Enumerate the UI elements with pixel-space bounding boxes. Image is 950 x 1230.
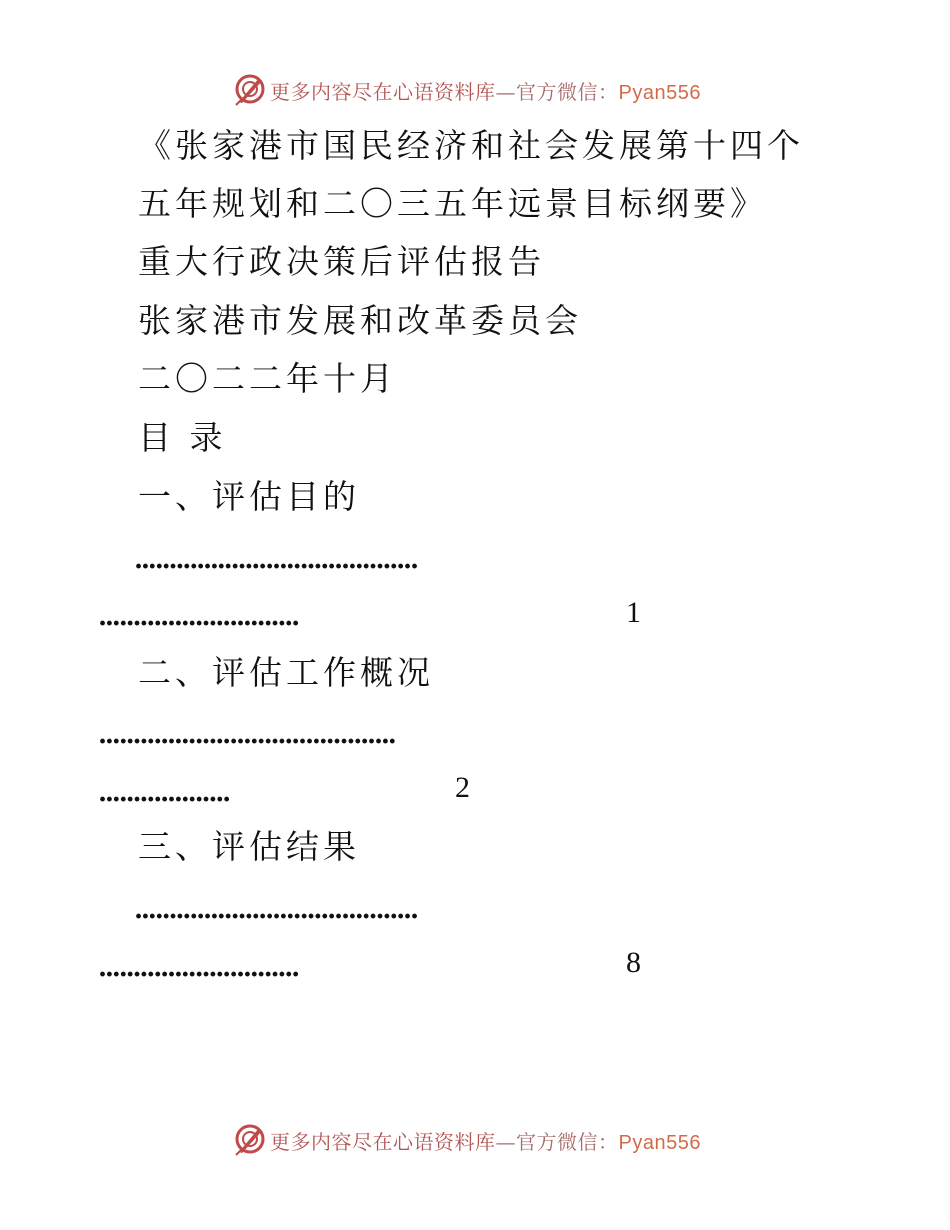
toc-entry-1-page: 1 (626, 596, 641, 629)
quill-emblem-icon (233, 1122, 267, 1156)
toc-entry-2-leader: ........................................... (98, 720, 395, 750)
watermark-official-text: 官方微信： (516, 80, 619, 104)
toc-entry-1-label: 一、评估目的 (138, 477, 360, 516)
watermark-dash: — (495, 80, 516, 104)
document-title-line-3: 重大行政决策后评估报告 (138, 242, 545, 281)
watermark-wechat-id: Pyan556 (618, 1132, 701, 1154)
watermark-wechat-id: Pyan556 (618, 82, 701, 104)
document-title-line-1: 《张家港市国民经济和社会发展第十四个 (138, 126, 804, 165)
toc-heading: 目 录 (138, 418, 227, 457)
watermark-brand-text: 更多内容尽在心语资料库 (270, 1130, 496, 1154)
top-watermark (0, 70, 950, 110)
quill-emblem-icon (233, 72, 267, 106)
issue-date: 二〇二二年十月 (138, 359, 397, 398)
toc-entry-1-leader: ......................................... (134, 545, 417, 575)
watermark-brand-text: 更多内容尽在心语资料库 (270, 80, 496, 104)
toc-entry-2-leader-cont: ................... (98, 778, 230, 808)
watermark-dash: — (495, 1130, 516, 1154)
toc-entry-3-leader: ......................................... (134, 895, 417, 925)
watermark-official-text: 官方微信： (516, 1130, 619, 1154)
toc-entry-3-label: 三、评估结果 (138, 827, 360, 866)
toc-entry-2-label: 二、评估工作概况 (138, 653, 434, 692)
document-title-line-2: 五年规划和二〇三五年远景目标纲要》 (138, 184, 767, 223)
bottom-watermark (0, 1120, 950, 1160)
toc-entry-3-leader-cont: ............................. (98, 953, 299, 983)
toc-entry-3-page: 8 (626, 946, 641, 979)
issuer-name: 张家港市发展和改革委员会 (138, 301, 582, 340)
toc-entry-1-leader-cont: ............................. (98, 602, 299, 632)
toc-entry-2-page: 2 (455, 771, 470, 804)
